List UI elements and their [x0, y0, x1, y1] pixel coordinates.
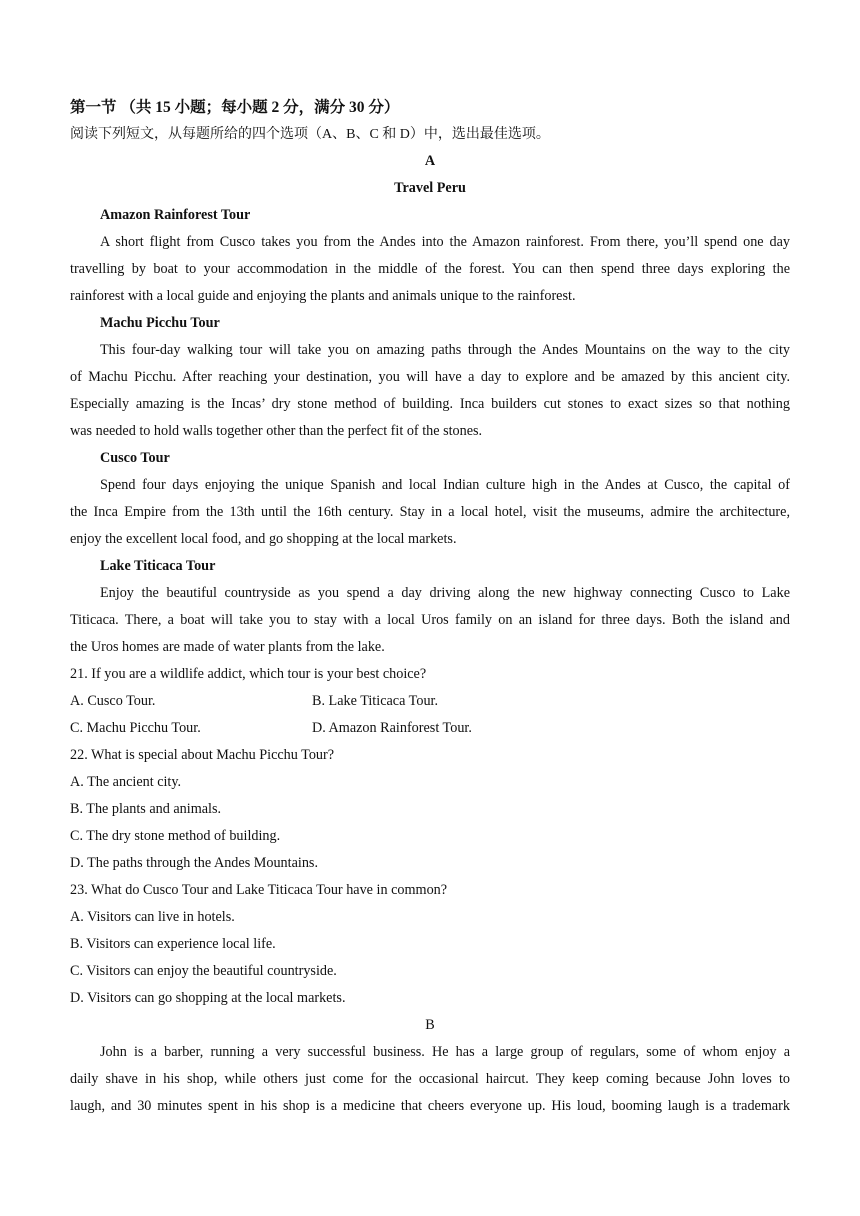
passage-a-title: Travel Peru [394, 180, 466, 196]
option-c[interactable]: C. The dry stone method of building. [70, 828, 281, 844]
paragraph-line: laugh, and 30 minutes spent in his shop is a medicine that cheers everyone up. His loud, booming laugh is a trademark [70, 1098, 790, 1114]
section-instruction: 阅读下列短文，从每题所给的四个选项（A、B、C 和 D）中，选出最佳选项。 [70, 127, 550, 142]
question-stem-23: 23. What do Cusco Tour and Lake Titicaca Tour have in common? [70, 882, 448, 898]
paragraph-line: Especially amazing is the Incas’ dry stone method of building. Inca builders cut stones to exact sizes so that nothing [70, 396, 790, 412]
section-title: 第一节 （共 15 小题；每小题 2 分，满分 30 分） [70, 99, 400, 116]
tour-heading-machu-picchu: Machu Picchu Tour [100, 315, 220, 331]
paragraph-line: This four-day walking tour will take you on amazing paths through the Andes Mountains on the way to the city [100, 342, 790, 358]
paragraph-line: the Inca Empire from the 13th until the 16th century. Stay in a local hotel, visit the museums, admire the architecture, [70, 504, 790, 520]
paragraph-line: Titicaca. There, a boat will take you to stay with a local Uros family on an island for three days. Both the island and [70, 612, 790, 628]
option-d[interactable]: D. Amazon Rainforest Tour. [312, 720, 472, 736]
question-stem-22: 22. What is special about Machu Picchu Tour? [70, 747, 335, 763]
option-c[interactable]: C. Machu Picchu Tour. [70, 720, 201, 736]
option-b[interactable]: B. Visitors can experience local life. [70, 936, 276, 952]
paragraph-line: the Uros homes are made of water plants from the lake. [70, 639, 385, 655]
tour-heading-amazon: Amazon Rainforest Tour [100, 207, 251, 223]
option-a[interactable]: A. Visitors can live in hotels. [70, 909, 235, 925]
paragraph-line: was needed to hold walls together other than the perfect fit of the stones. [70, 423, 483, 439]
paragraph-line: enjoy the excellent local food, and go shopping at the local markets. [70, 531, 457, 547]
question-stem-21: 21. If you are a wildlife addict, which tour is your best choice? [70, 666, 427, 682]
option-row [70, 715, 790, 742]
option-d[interactable]: D. Visitors can go shopping at the local markets. [70, 990, 346, 1006]
option-b[interactable]: B. The plants and animals. [70, 801, 222, 817]
tour-heading-lake-titicaca: Lake Titicaca Tour [100, 558, 216, 574]
paragraph-line: John is a barber, running a very successful business. He has a large group of regulars, some of whom enjoy a [100, 1044, 790, 1060]
option-a[interactable]: A. Cusco Tour. [70, 693, 156, 709]
paragraph-line: of Machu Picchu. After reaching your destination, you will have a day to explore and be amazed by this ancient city. [70, 369, 790, 385]
paragraph-line: rainforest with a local guide and enjoying the plants and animals unique to the rainforest. [70, 288, 576, 304]
tour-heading-cusco: Cusco Tour [100, 450, 170, 466]
paragraph-line: Enjoy the beautiful countryside as you spend a day driving along the new highway connecting Cusco to Lake [100, 585, 790, 601]
option-d[interactable]: D. The paths through the Andes Mountains. [70, 855, 318, 871]
option-row [70, 688, 790, 715]
paragraph-line: A short flight from Cusco takes you from the Andes into the Amazon rainforest. From there, you’ll spend one day [100, 234, 790, 250]
paragraph-line: travelling by boat to your accommodation in the middle of the forest. You can then spend three days exploring the [70, 261, 790, 277]
option-c[interactable]: C. Visitors can enjoy the beautiful countryside. [70, 963, 337, 979]
option-a[interactable]: A. The ancient city. [70, 774, 182, 790]
paragraph-line: daily shave in his shop, while others just come for the occasional haircut. They keep coming because John loves to [70, 1071, 790, 1087]
paragraph-line: Spend four days enjoying the unique Spanish and local Indian culture high in the Andes at Cusco, the capital of [100, 477, 790, 493]
passage-b-letter: B [425, 1017, 435, 1033]
option-b[interactable]: B. Lake Titicaca Tour. [312, 693, 439, 709]
passage-a-letter: A [424, 153, 436, 169]
exam-page [70, 94, 790, 1120]
